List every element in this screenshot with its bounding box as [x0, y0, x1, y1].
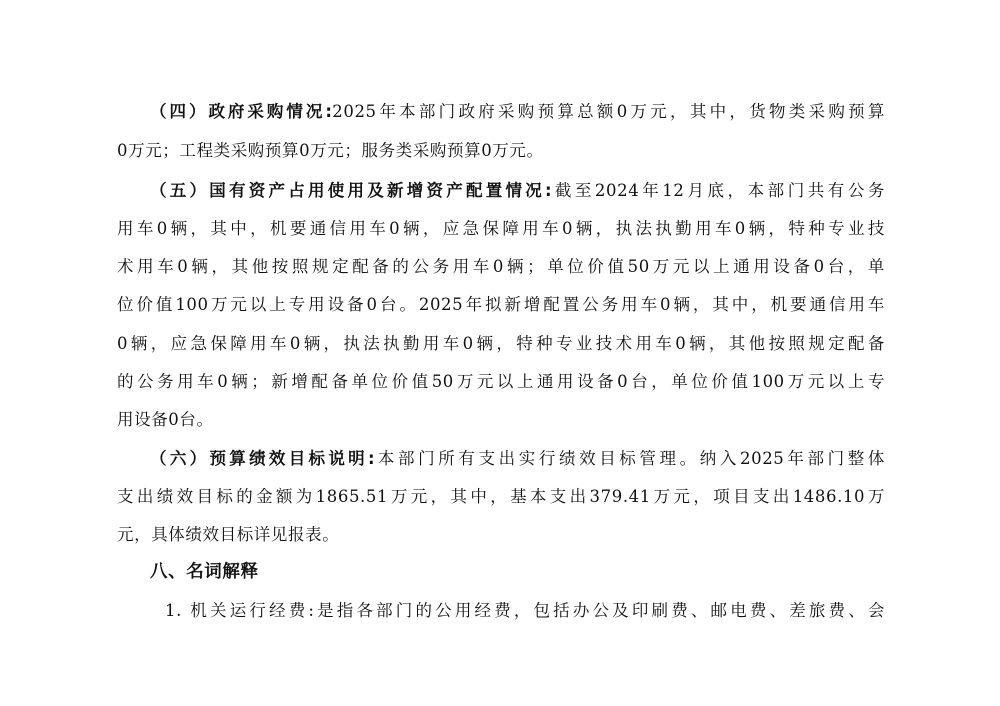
para-assets-line-7	[117, 410, 885, 430]
para-text: 位价值100万元以上专用设备0台。2025年拟新增配置公务用车0辆，其中，机要通信用车	[117, 295, 885, 314]
para-text: 的公务用车0辆；新增配备单位价值50万元以上通用设备0台，单位价值100万元以上专	[117, 372, 885, 391]
para-text: 0万元；工程类采购预算0万元；服务类采购预算0万元。	[117, 141, 544, 160]
para-text: 本部门所有支出实行绩效目标管理。纳入2025年部门整体	[374, 449, 885, 468]
para-text: 用设备0台。	[117, 410, 214, 429]
para-assets-line-1	[150, 181, 885, 201]
section-label-procurement: （四）政府采购情况:	[150, 102, 333, 121]
glossary-item-1	[165, 601, 885, 621]
para-text: 0辆，应急保障用车0辆，执法执勤用车0辆，特种专业技术用车0辆，其他按照规定配备	[117, 334, 885, 353]
para-assets-line-5	[117, 334, 885, 354]
section-heading-glossary: 八、名词解释	[150, 562, 259, 582]
para-text: 术用车0辆，其他按照规定配备的公务用车0辆；单位价值50万元以上通用设备0台，单	[117, 257, 885, 276]
para-assets-line-6	[117, 372, 885, 392]
para-text: 用车0辆，其中，机要通信用车0辆，应急保障用车0辆，执法执勤用车0辆，特种专业技	[117, 219, 885, 238]
para-procurement-line-2	[117, 141, 885, 161]
para-performance-line-1	[150, 449, 885, 469]
glossary-item-text: 是指各部门的公用经费，包括办公及印刷费、邮电费、差旅费、会	[314, 601, 885, 620]
para-text: 2025年本部门政府采购预算总额0万元，其中，货物类采购预算	[332, 102, 885, 121]
para-assets-line-3	[117, 257, 885, 277]
para-performance-line-2	[117, 487, 885, 507]
para-text: 截至2024年12月底，本部门共有公务	[551, 181, 885, 200]
para-text: 支出绩效目标的金额为1865.51万元，其中，基本支出379.41万元，项目支出1486.10万	[117, 487, 885, 506]
para-performance-line-3	[117, 525, 885, 545]
section-label-performance: （六）预算绩效目标说明:	[150, 449, 375, 468]
para-assets-line-2	[117, 219, 885, 239]
glossary-item-label: 1. 机关运行经费:	[165, 601, 315, 620]
para-assets-line-4	[117, 295, 885, 315]
section-label-assets: （五）国有资产占用使用及新增资产配置情况:	[150, 181, 552, 200]
para-text: 元，具体绩效目标详见报表。	[117, 525, 340, 544]
para-procurement-line-1	[150, 102, 885, 122]
